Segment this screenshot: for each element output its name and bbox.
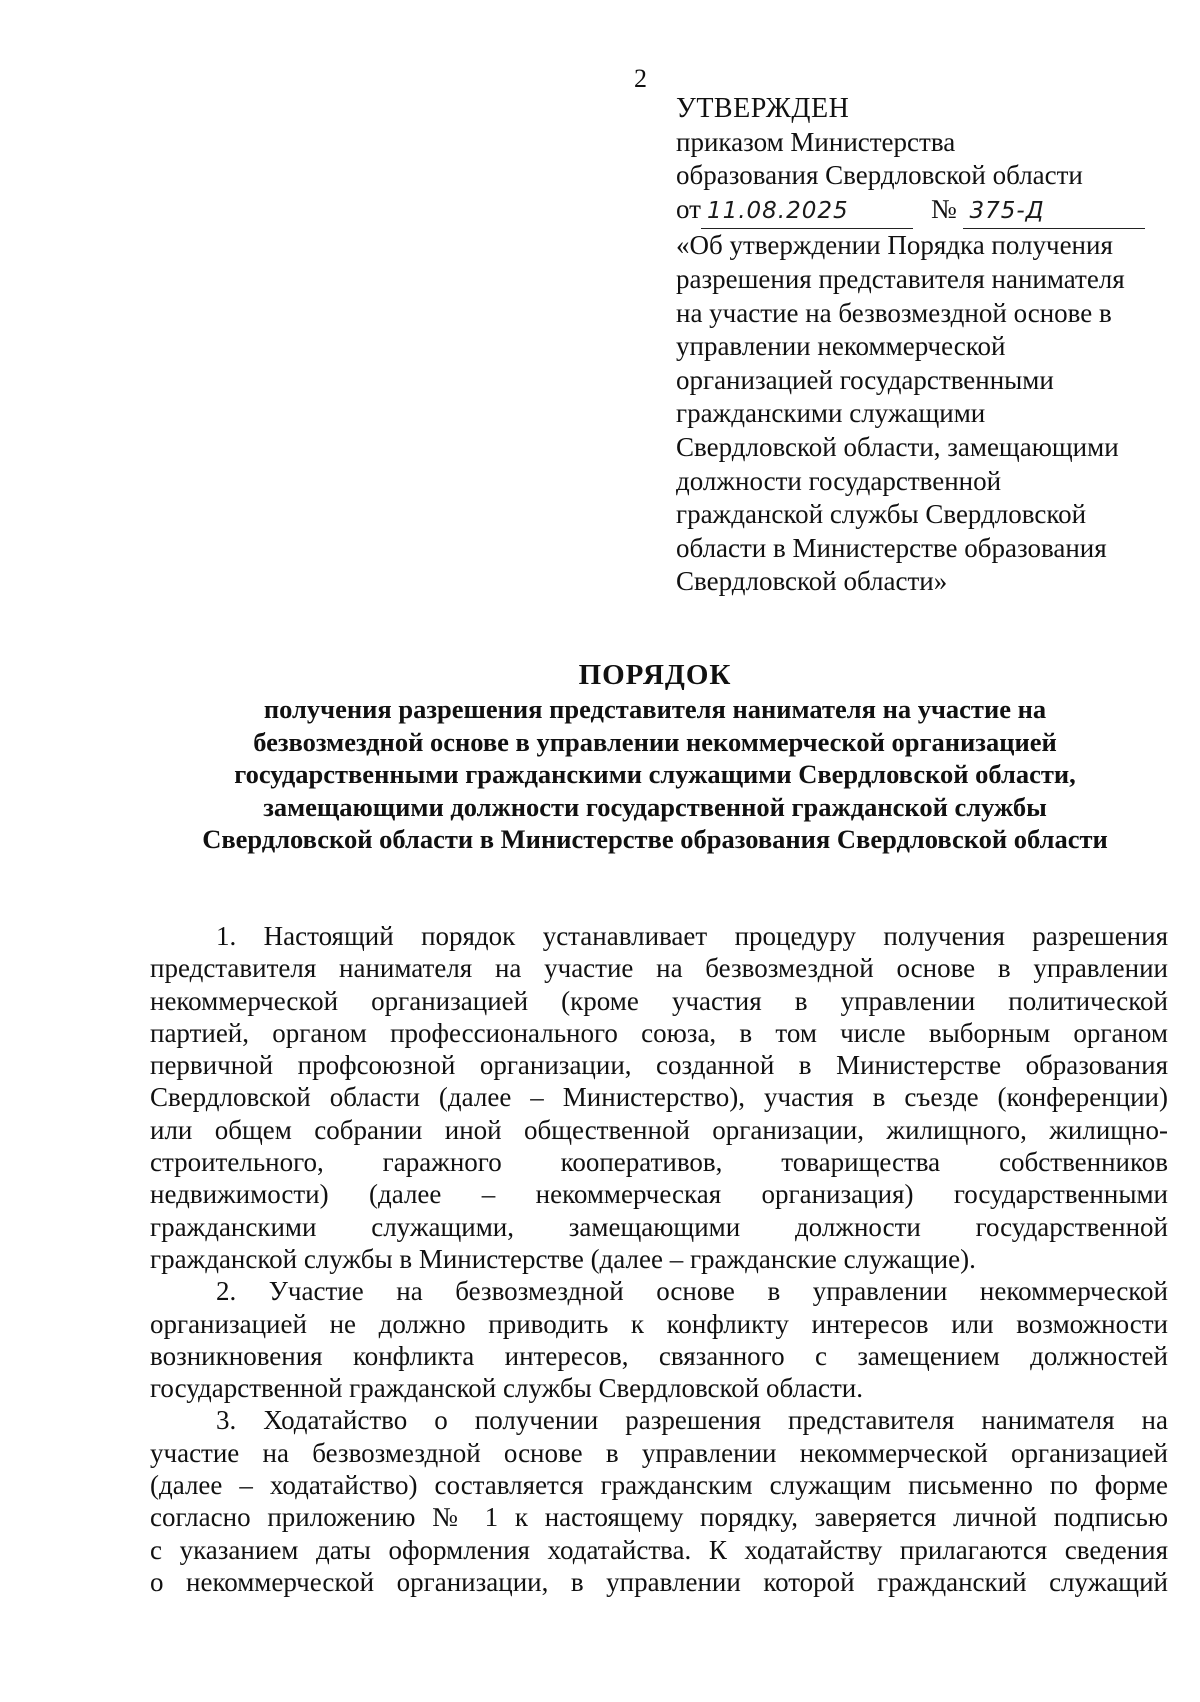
handwritten-order-number: 375-Д bbox=[963, 195, 1145, 230]
paragraph-line: согласно приложению № 1 к настоящему порядку, заверяется личной подписью bbox=[150, 1502, 1168, 1533]
order-title-line: области в Министерстве образования bbox=[676, 532, 1107, 563]
paragraph-line: представителя нанимателя на участие на безвозмездной основе в управлении bbox=[150, 953, 1168, 984]
paragraph-line: недвижимости) (далее – некоммерческая организация) государственными bbox=[150, 1179, 1168, 1210]
document-body bbox=[150, 920, 1168, 1598]
order-title-line: Свердловской области» bbox=[676, 566, 948, 597]
paragraph-line: гражданскими служащими, замещающими должности государственной bbox=[150, 1211, 1168, 1242]
paragraph-line: возникновения конфликта интересов, связанного с замещением должностей bbox=[150, 1340, 1168, 1371]
order-title-line: разрешения представителя нанимателя bbox=[676, 263, 1125, 294]
approval-title: УТВЕРЖДЕН bbox=[676, 93, 850, 124]
document-subtitle-line: государственными гражданскими служащими Свердловской области, bbox=[234, 759, 1076, 789]
order-title-line: управлении некоммерческой bbox=[676, 331, 1006, 362]
document-subtitle-line: замещающими должности государственной гражданской службы bbox=[263, 791, 1047, 822]
document-subtitle-line: получения разрешения представителя нанимателя на участие на bbox=[263, 694, 1047, 724]
order-title-line: должности государственной bbox=[676, 465, 1002, 496]
page-number: 2 bbox=[634, 64, 647, 93]
paragraph-line: первичной профсоюзной организации, созданной в Министерстве образования bbox=[150, 1050, 1168, 1081]
paragraph-line: строительного, гаражного кооперативов, товарищества собственников bbox=[150, 1147, 1168, 1178]
paragraph-line: некоммерческой организацией (кроме участия в управлении политической bbox=[150, 985, 1168, 1016]
paragraph-line: 1. Настоящий порядок устанавливает процедуру получения разрешения bbox=[216, 921, 1168, 951]
order-title-line: Свердловской области, замещающими bbox=[676, 431, 1119, 462]
paragraph-line: с указанием даты оформления ходатайства. К ходатайству прилагаются сведения bbox=[150, 1534, 1168, 1565]
paragraph-line: гражданской службы в Министерстве (далее – гражданские служащие). bbox=[150, 1243, 976, 1274]
paragraph-line: 2. Участие на безвозмездной основе в управлении некоммерческой bbox=[216, 1276, 1168, 1307]
order-title-line: на участие на безвозмездной основе в bbox=[676, 297, 1112, 328]
approval-line: образования Свердловской области bbox=[676, 160, 1083, 191]
paragraph-line: участие на безвозмездной основе в управлении некоммерческой организацией bbox=[150, 1437, 1168, 1468]
order-title-line: гражданской службы Свердловской bbox=[676, 499, 1087, 530]
order-title-line: «Об утверждении Порядка получения bbox=[676, 230, 1113, 261]
approval-line: приказом Министерства bbox=[676, 126, 956, 157]
order-title-line: организацией государственными bbox=[676, 364, 1054, 395]
paragraph-line: Свердловской области (далее – Министерство), участия в съезде (конференции) bbox=[150, 1082, 1168, 1113]
approval-block bbox=[676, 92, 1176, 599]
paragraph-line: (далее – ходатайство) составляется гражданским служащим письменно по форме bbox=[150, 1470, 1168, 1501]
document-subtitle-line: Свердловской области в Министерстве образования Свердловской области bbox=[202, 824, 1108, 854]
order-title-line: гражданскими служащими bbox=[676, 398, 986, 429]
paragraph-line: о некоммерческой организации, в управлении которой гражданский служащий bbox=[150, 1566, 1168, 1597]
approval-date-number-line bbox=[676, 193, 1176, 230]
number-prefix: № bbox=[930, 193, 957, 224]
paragraph-line: 3. Ходатайство о получении разрешения представителя нанимателя на bbox=[216, 1405, 1168, 1436]
paragraph-line: или общем собрании иной общественной организации, жилищного, жилищно- bbox=[150, 1114, 1168, 1145]
document-title: ПОРЯДОК bbox=[578, 659, 732, 691]
paragraph-line: партией, органом профессионального союза, в том числе выборным органом bbox=[150, 1017, 1168, 1048]
document-subtitle-line: безвозмездной основе в управлении некоммерческой организацией bbox=[253, 726, 1057, 757]
date-prefix: от bbox=[676, 193, 701, 224]
paragraph-line: государственной гражданской службы Свердловской области. bbox=[150, 1373, 863, 1404]
paragraph-line: организацией не должно приводить к конфликту интересов или возможности bbox=[150, 1308, 1168, 1339]
handwritten-date: 11.08.2025 bbox=[701, 195, 913, 230]
document-heading bbox=[140, 657, 1170, 856]
